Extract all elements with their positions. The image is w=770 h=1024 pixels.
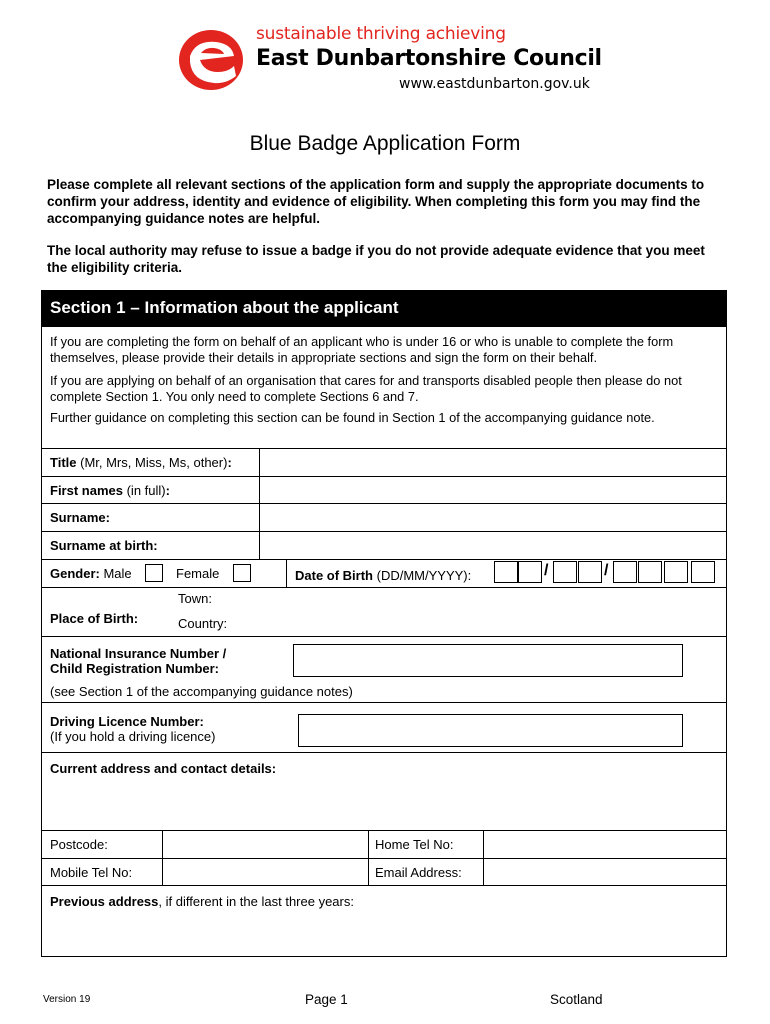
postcode-field[interactable]: [163, 831, 368, 858]
eligibility-warning: The local authority may refuse to issue a badge if you do not provide adequate evidence that you meet the eligibility criteria.: [47, 243, 705, 275]
previous-address-label: Previous address, if different in the last three years:: [50, 894, 354, 909]
section1-guidance-3: Further guidance on completing this section can be found in Section 1 of the accompanying guidance note.: [50, 410, 655, 425]
dob-day-1[interactable]: [494, 561, 518, 583]
first-names-field[interactable]: [260, 477, 726, 503]
ni-number-input[interactable]: [293, 644, 683, 677]
intro-paragraph: Please complete all relevant sections of the application form and supply the appropriate documents to confirm your address, identity and evidence of eligibility. When completing this form you may find the accompanying guidance notes are helpful.: [47, 177, 705, 226]
section1-guidance-1: If you are completing the form on behalf of an applicant who is under 16 or who is unable to complete the form themselves, please provide their details in appropriate sections and sign the form on their behalf.: [50, 334, 674, 365]
licence-note: (If you hold a driving licence): [50, 729, 216, 744]
dob-year-3[interactable]: [664, 561, 688, 583]
gender-female-checkbox[interactable]: [233, 564, 251, 582]
town-label: Town:: [178, 591, 212, 606]
surname-label: Surname:: [50, 510, 110, 525]
dob-day-2[interactable]: [518, 561, 542, 583]
dob-separator: /: [604, 562, 609, 579]
version-label: Version 19: [43, 994, 91, 1005]
home-tel-field[interactable]: [484, 831, 726, 858]
council-url[interactable]: www.eastdunbarton.gov.uk: [399, 76, 590, 92]
town-field[interactable]: [220, 589, 720, 611]
ni-label-line1: National Insurance Number /: [50, 646, 227, 661]
email-field[interactable]: [484, 859, 726, 885]
region-label: Scotland: [550, 992, 603, 1007]
form-title: Blue Badge Application Form: [249, 132, 521, 155]
mobile-tel-label: Mobile Tel No:: [50, 865, 133, 880]
dob-year-4[interactable]: [691, 561, 715, 583]
title-field[interactable]: [260, 449, 726, 476]
home-tel-label: Home Tel No:: [375, 837, 454, 852]
postcode-label: Postcode:: [50, 837, 108, 852]
council-tagline: sustainable thriving achieving: [256, 24, 506, 44]
council-e-logo-icon: [176, 26, 246, 92]
dob-year-2[interactable]: [638, 561, 662, 583]
address-label: Current address and contact details:: [50, 761, 277, 776]
email-label: Email Address:: [375, 865, 462, 880]
dob-separator: /: [544, 562, 549, 579]
surname-at-birth-field[interactable]: [260, 532, 726, 559]
dob-label: Date of Birth (DD/MM/YYYY):: [295, 568, 472, 583]
gender-male-checkbox[interactable]: [145, 564, 163, 582]
council-name: East Dunbartonshire Council: [256, 46, 602, 71]
dob-month-2[interactable]: [578, 561, 602, 583]
dob-year-1[interactable]: [613, 561, 637, 583]
licence-number-input[interactable]: [298, 714, 683, 747]
ni-note: (see Section 1 of the accompanying guidance notes): [50, 684, 353, 699]
surname-field[interactable]: [260, 504, 726, 531]
place-of-birth-label: Place of Birth:: [50, 611, 139, 626]
licence-label: Driving Licence Number:: [50, 714, 204, 729]
dob-month-1[interactable]: [553, 561, 577, 583]
page-number: Page 1: [305, 992, 348, 1007]
title-label: Title (Mr, Mrs, Miss, Ms, other):: [50, 455, 232, 470]
surname-at-birth-label: Surname at birth:: [50, 538, 158, 553]
gender-label: Gender: Male: [50, 566, 132, 581]
address-field[interactable]: [42, 780, 726, 830]
section1-guidance-2: If you are applying on behalf of an organisation that cares for and transports disabled people then please do not complete Section 1. You only need to complete Sections 6 and 7.: [50, 373, 682, 404]
gender-female-label: Female: [176, 566, 220, 581]
ni-label-line2: Child Registration Number:: [50, 661, 220, 676]
country-label: Country:: [178, 616, 228, 631]
mobile-tel-field[interactable]: [163, 859, 368, 885]
country-field[interactable]: [232, 613, 720, 635]
section1-heading: Section 1 – Information about the applicant: [41, 290, 727, 327]
previous-address-field[interactable]: [42, 912, 726, 956]
first-names-label: First names (in full):: [50, 483, 170, 498]
